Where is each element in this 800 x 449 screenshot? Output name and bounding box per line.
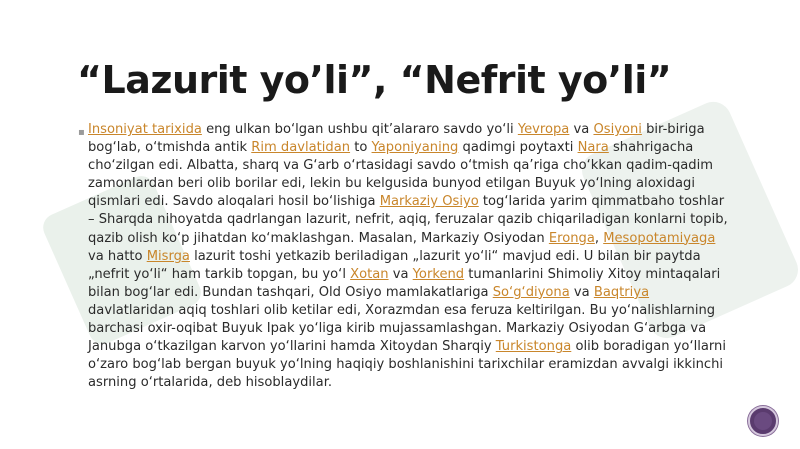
paragraph-text: olib boradigan yo‘llarni o‘zaro bog‘lab bergan buyuk yo‘lning haqiqiy boshlanishini tarixchilar eramizdan avvalgi ikkinchi asrning o‘rtalarida, deb hisoblaydilar. (88, 339, 726, 391)
wiki-link[interactable]: Yevropa (517, 122, 570, 137)
paragraph-text: to (350, 140, 372, 156)
slide-body-text (88, 121, 728, 392)
wiki-link[interactable]: Insoniyat tarixida (88, 122, 202, 137)
wiki-link[interactable]: So‘g‘diyona (492, 284, 570, 300)
wiki-link[interactable]: Xotan (350, 266, 389, 282)
paragraph-text: bir-biriga bog‘lab, o‘tmishda antik (88, 122, 705, 156)
wiki-link[interactable]: Eronga (548, 230, 595, 246)
paragraph-text: tumanlarini Shimoliy Xitoy mintaqalari bilan bog‘lar edi. Bundan tashqari, Old Osiyo mamlakatlariga (88, 266, 721, 300)
paragraph-text: tog‘larida yarim qimmatbaho toshlar – Sharqda nihoyatda qadrlangan lazurit, nefrit, aqiq, feruzalar qazib chiqariladigan konlarni topib, qazib olish ko‘p jihatdan ko‘maklashgan. Masalan, Markaziy Osiyodan (88, 194, 728, 246)
wiki-link[interactable]: Turkistonga (495, 339, 572, 355)
paragraph-text: va (569, 284, 594, 300)
paragraph-text: shahrigacha cho‘zilgan edi. Albatta, sharq va G‘arb o‘rtasidagi savdo o‘tmish qa’riga cho‘kkan qadim-qadim zamonlardan beri olib borilar edi, lekin bu kelgusida bunyod etilgan Buyuk yo‘lning aloxidagi qismlari edi. Savdo aloqalari hosil bo‘lishiga (88, 140, 713, 210)
paragraph-text: va hatto (88, 248, 147, 264)
slide-title: “Lazurit yo’li”, “Nefrit yo’li” (77, 58, 672, 102)
paragraph-text: va (569, 122, 594, 137)
wiki-link[interactable]: Osiyoni (593, 122, 642, 137)
paragraph-text: va (388, 266, 413, 282)
wiki-link[interactable]: Rim davlatidan (251, 140, 351, 156)
paragraph-text: davlatlaridan aqiq toshlari olib ketilar edi, Xorazmdan esa feruza keltirilgan. Bu yo‘nalishlarning barchasi oxir-oqibat Buyuk Ipak yo‘liga kirib mujassamlashgan. Markaziy Osiyodan G‘arbga va Janubga o‘tkazilgan karvon yo‘llarini hamda Xitoydan Sharqiy (88, 302, 716, 355)
paragraph-text: lazurit toshi yetkazib beriladigan „lazurit yo‘li“ mavjud edi. U bilan bir paytda „nefrit yo‘li“ ham tarkib topgan, bu yo‘l (88, 248, 701, 282)
wiki-link[interactable]: Markaziy Osiyo (379, 194, 479, 210)
wiki-link[interactable]: Baqtriya (593, 284, 650, 300)
bullet-icon: ▪ (78, 127, 85, 138)
wiki-link[interactable]: Yaponiyaning (371, 140, 459, 156)
slide-nav-button[interactable] (748, 406, 778, 436)
wiki-link[interactable]: Mesopotamiyaga (603, 230, 716, 246)
wiki-link[interactable]: Nara (577, 140, 609, 156)
paragraph-text: qadimgi poytaxti (458, 140, 578, 156)
wiki-link[interactable]: Misrga (146, 248, 190, 264)
paragraph-text: , (594, 230, 604, 246)
paragraph-text: eng ulkan bo‘lgan ushbu qit’alararo savdo yo‘li (201, 122, 518, 137)
wiki-link[interactable]: Yorkend (412, 266, 465, 282)
